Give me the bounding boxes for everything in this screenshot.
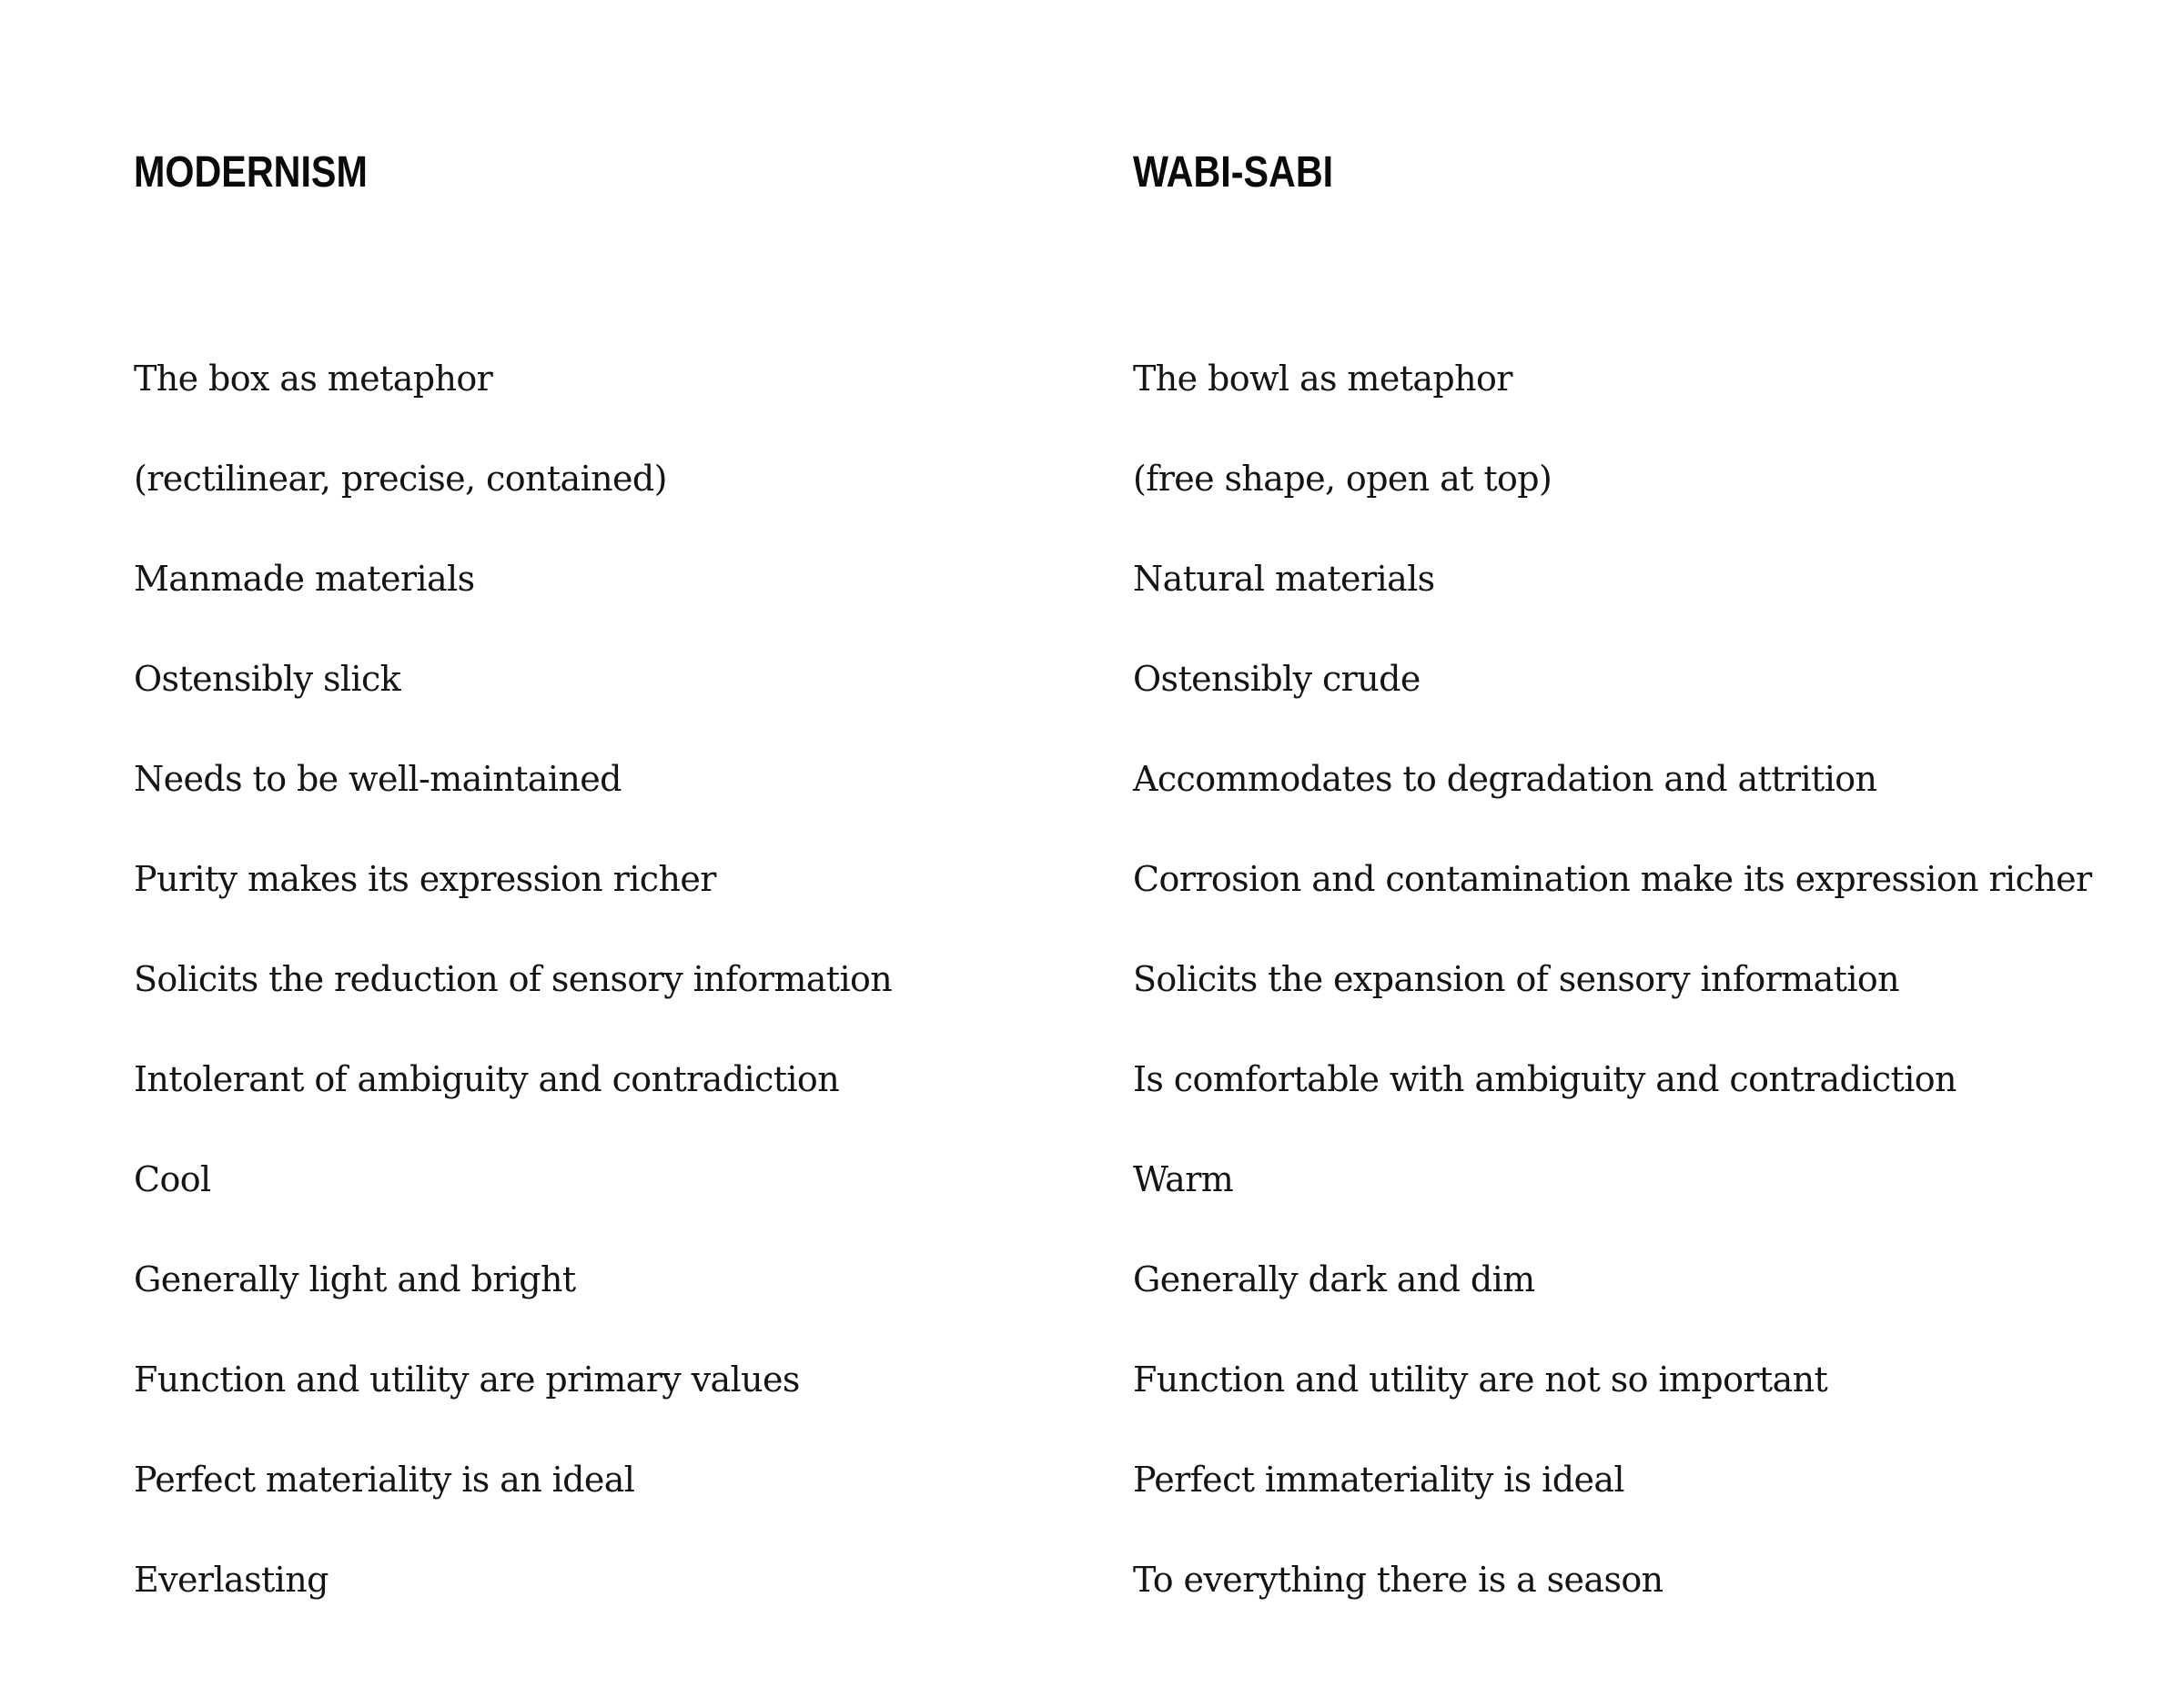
modernism-item: Function and utility are primary values	[134, 1359, 800, 1400]
modernism-item: Solicits the reduction of sensory information	[134, 959, 893, 999]
modernism-item: Everlasting	[134, 1560, 329, 1600]
modernism-column	[134, 148, 893, 1600]
wabi-sabi-column	[1133, 148, 2092, 1600]
modernism-heading: MODERNISM	[134, 148, 368, 197]
modernism-item: Generally light and bright	[134, 1259, 576, 1299]
wabi-sabi-item: Accommodates to degradation and attrition	[1133, 759, 1877, 799]
wabi-sabi-item: Generally dark and dim	[1133, 1259, 1535, 1299]
wabi-sabi-item: Function and utility are not so important	[1133, 1359, 1828, 1400]
modernism-list	[134, 329, 1226, 1630]
wabi-sabi-item: (free shape, open at top)	[1133, 459, 1552, 499]
wabi-sabi-item: Is comfortable with ambiguity and contradiction	[1133, 1059, 1956, 1099]
modernism-item: Needs to be well-maintained	[134, 759, 622, 799]
wabi-sabi-item: To everything there is a season	[1133, 1560, 1663, 1600]
modernism-item: Intolerant of ambiguity and contradiction	[134, 1059, 840, 1099]
wabi-sabi-item: Corrosion and contamination make its expression richer	[1133, 859, 2092, 899]
wabi-sabi-item: Warm	[1133, 1159, 1234, 1199]
wabi-sabi-item: Natural materials	[1133, 559, 1435, 599]
wabi-sabi-item: Perfect immateriality is ideal	[1133, 1460, 1624, 1500]
wabi-sabi-heading: WABI-SABI	[1133, 148, 1334, 197]
modernism-item: Perfect materiality is an ideal	[134, 1460, 635, 1500]
modernism-item: (rectilinear, precise, contained)	[134, 459, 667, 499]
modernism-item: Manmade materials	[134, 559, 475, 599]
modernism-item: Purity makes its expression richer	[134, 859, 716, 899]
modernism-item: Cool	[134, 1159, 211, 1199]
modernism-item: The box as metaphor	[134, 359, 493, 399]
modernism-item: Ostensibly slick	[134, 659, 401, 699]
wabi-sabi-item: Ostensibly crude	[1133, 659, 1421, 699]
wabi-sabi-list	[1133, 329, 2170, 1630]
wabi-sabi-item: The bowl as metaphor	[1133, 359, 1512, 399]
wabi-sabi-item: Solicits the expansion of sensory information	[1133, 959, 1900, 999]
